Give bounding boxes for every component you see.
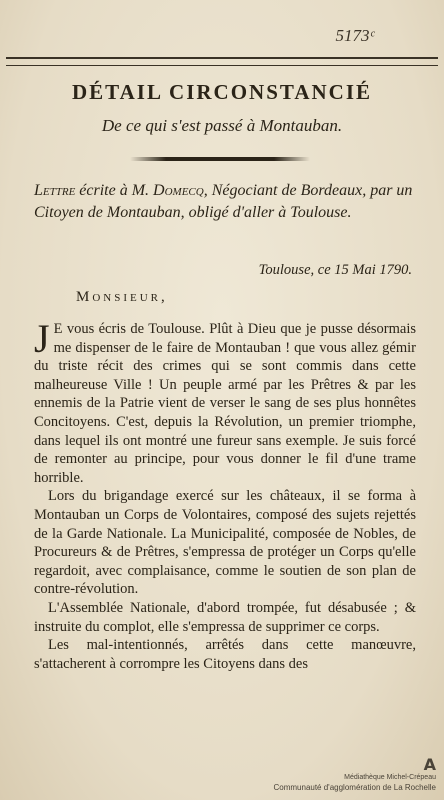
library-logo-icon: A bbox=[423, 755, 436, 774]
letter-heading-lead: Lettre bbox=[34, 182, 76, 199]
top-rule bbox=[6, 57, 438, 66]
document-subtitle: De ce qui s'est passé à Montauban. bbox=[101, 116, 343, 135]
paragraph-3: L'Assemblée Nationale, d'abord trompée, fut désabusée ; & instruite du complot, elle s'empressa de supprimer ce corps. bbox=[34, 599, 416, 635]
shelfmark: 5173ᶜ bbox=[335, 26, 374, 45]
letter-heading-name: Domecq bbox=[153, 182, 204, 199]
library-stamp bbox=[273, 755, 436, 792]
library-name: Médiathèque Michel-Crépeau bbox=[344, 774, 436, 781]
dateline: Toulouse, ce 15 Mai 1790. bbox=[258, 262, 412, 278]
salutation: Monsieur, bbox=[76, 289, 168, 305]
letter-body bbox=[34, 316, 416, 673]
paragraph-4: Les mal-intentionnés, arrêtés dans cette manœuvre, s'attacherent à corrompre les Citoyens dans des bbox=[34, 637, 416, 672]
letter-heading-part1: écrite à M. bbox=[75, 182, 154, 199]
paragraph-1-text: E vous écris de Toulouse. Plût à Dieu que je pusse désormais me dispenser de le faire de Montauban ! que vous allez gémir du triste récit des crimes qui se sont commis dans cette malheureuse Ville ! Un peuple armé par les Prêtres & par les ennemis de la Patrie vient de verser le sang de ses plus honnêtes Concitoyens. C'est, depuis la Révolution, un premier triomphe, dans lequel ils ont montré une fureur sans exemple. Je suis forcé de remonter au principe, pour vous donner le fil d'une trame horrible. bbox=[34, 321, 416, 486]
paragraph-1 bbox=[34, 316, 416, 487]
paragraph-2: Lors du brigandage exercé sur les châteaux, il se forma à Montauban un Corps de Volontaires, composé des sujets rejettés de la Garde Nationale. La Municipalité, composée de Nobles, de Procureurs & de Prêtres, s'empressa de protéger un Corps qu'elle regardoit, avec complaisance, comme le soutien de son plan de contre-révolution. bbox=[34, 488, 416, 598]
drop-cap: J bbox=[34, 316, 50, 361]
library-agency: Communauté d'agglomération de La Rochelle bbox=[273, 783, 436, 792]
letter-heading bbox=[34, 180, 414, 224]
document-title: DÉTAIL CIRCONSTANCIÉ bbox=[71, 80, 373, 104]
ornamental-rule bbox=[130, 157, 310, 161]
letter-heading-part2: , Négociant de Bordeaux, par un Citoyen de Montauban, obligé d'aller à Toulouse. bbox=[34, 182, 413, 221]
